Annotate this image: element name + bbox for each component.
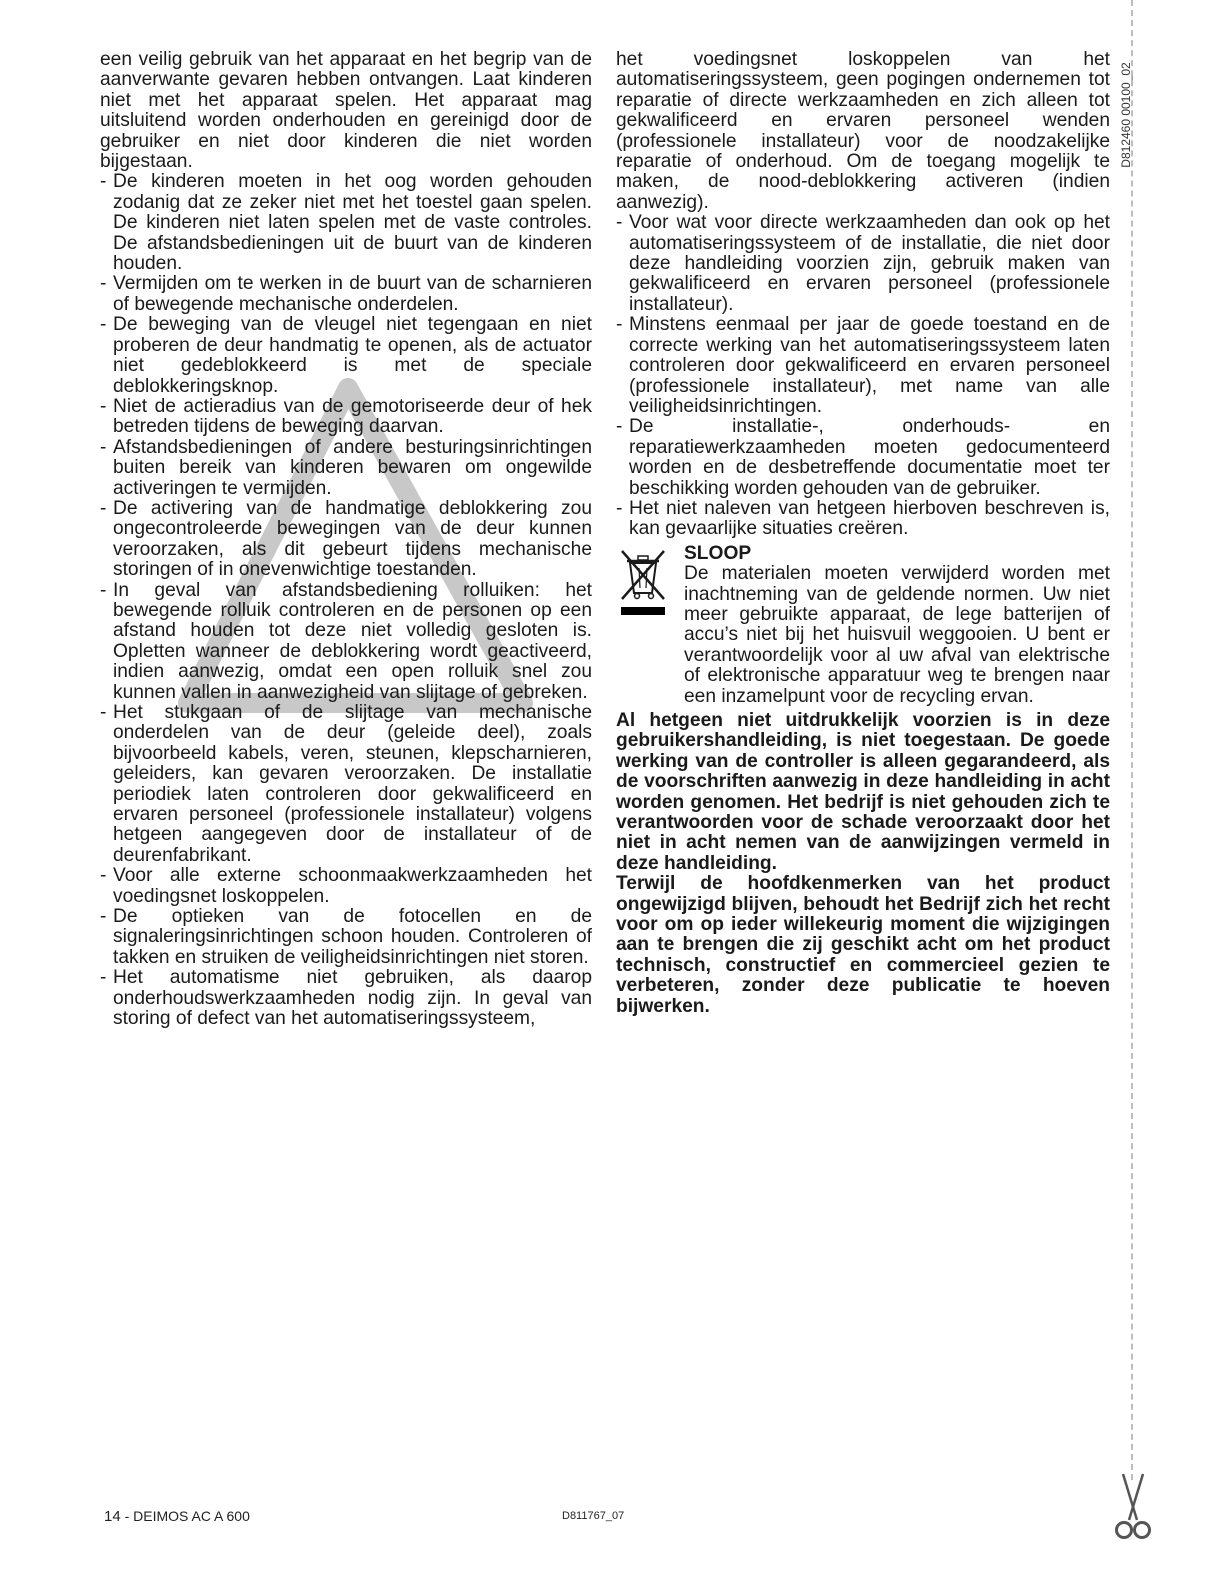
notice-permitted-use: Al hetgeen niet uitdrukkelijk voorzien is in deze gebruikershandleiding, is niet toegestaan. De goede werking van de controller is alleen gegarandeerd, als de voorschriften aanwezig in deze handleiding in acht worden genomen. Het bedrijf is niet gehouden zich te verantwoorden voor de schade veroorzaakt door het niet in acht nemen van de aanwijzingen vermeld in deze handleiding.	[616, 710, 1110, 874]
list-item: - De beweging van de vleugel niet tegengaan en niet proberen de deur handmatig te openen, als de actuator niet gedeblokkeerd is met de speciale deblokkeringsknop.	[100, 314, 592, 397]
disposal-text: De materialen moeten verwijderd worden met inachtneming van de geldende normen. Uw niet meer gebruikte apparaat, de lege batterijen of accu’s niet bij het huisvuil weggooien. U bent er verantwoordelijk voor al uw afval van elektrische of elektronische apparatuur weg te brengen naar een inzamelpunt voor de recycling ervan.	[684, 563, 1110, 707]
list-item: - Het stukgaan of de slijtage van mechanische onderdelen van de deur (geleide deel), zoals bijvoorbeeld kabels, veren, steunen, klepscharnieren, geleiders, kan gevaren veroorzaken. De installatie periodiek laten controleren door gekwalificeerd en ervaren personeel (professionele installateur) volgens hetgeen aangegeven door de installateur of de deurenfabrikant.	[100, 702, 592, 866]
list-item: - De installatie-, onderhouds- en reparatiewerkzaamheden moeten gedocumenteerd worden en de desbetreffende documentatie moet ter beschikking worden gehouden van de gebruiker.	[616, 416, 1110, 499]
list-item: - Het automatisme niet gebruiken, als daarop onderhoudswerkzaamheden nodig zijn. In geval van storing of defect van het automatiseringssysteem,	[100, 967, 592, 1030]
disposal-section	[616, 544, 1110, 707]
list-item: - Voor alle externe schoonmaakwerkzaamheden het voedingsnet loskoppelen.	[100, 865, 592, 907]
left-column	[100, 50, 592, 1030]
cut-line	[1131, 0, 1133, 1480]
list-item: - Afstandsbedieningen of andere besturingsinrichtingen buiten bereik van kinderen bewaren om ongewilde activeringen te vermijden.	[100, 436, 592, 499]
list-item: - De optieken van de fotocellen en de signaleringsinrichtingen schoon houden. Controleren of takken en struiken de veiligheidsinrichtingen niet storen.	[100, 906, 592, 968]
list-item: - Niet de actieradius van de gemotoriseerde deur of hek betreden tijdens de beweging daarvan.	[100, 395, 592, 438]
list-item: - Vermijden om te werken in de buurt van de scharnieren of bewegende mechanische onderdelen.	[100, 273, 592, 315]
scissors-icon	[1114, 1472, 1152, 1544]
disposal-title: SLOOP	[684, 542, 752, 564]
product-name: DEIMOS AC A 600	[133, 1508, 250, 1524]
crossed-out-wheelie-bin-icon	[618, 547, 668, 617]
right-intro: het voedingsnet loskoppelen van het automatiseringssysteem, geen pogingen ondernemen tot reparatie of directe werkzaamheden en zich alleen tot gekwalificeerd en ervaren personeel wenden (professionele installateur) voor de noodzakelijke reparatie of onderhoud. Om de toegang mogelijk te maken, de nood-deblokkering activeren (indien aanwezig).	[616, 49, 1110, 213]
list-item: - De kinderen moeten in het oog worden gehouden zodanig dat ze zeker niet met het toestel gaan spelen. De kinderen niet laten spelen met de vaste controles. De afstandsbedieningen uit de buurt van de kinderen houden.	[100, 171, 592, 275]
list-item: - In geval van afstandsbediening rolluiken: het bewegende rolluik controleren en de personen op een afstand houden tot deze niet volledig gesloten is. Opletten wanneer de deblokkering wordt geactiveerd, indien aanwezig, omdat een open rolluik snel zou kunnen vallen in aanwezigheid van slijtage of gebreken.	[100, 579, 592, 703]
left-intro: een veilig gebruik van het apparaat en het begrip van de aanverwante gevaren hebben ontvangen. Laat kinderen niet met het apparaat spelen. Het apparaat mag uitsluitend worden onderhouden en gereinigd door de gebruiker en niet door kinderen die niet worden bijgestaan.	[100, 49, 592, 173]
list-item: - De activering van de handmatige deblokkering zou ongecontroleerde bewegingen van de deur kunnen veroorzaken, als dit gebeurt tijdens mechanische storingen of in onevenwichtige toestanden.	[100, 497, 592, 581]
list-item: - Voor wat voor directe werkzaamheden dan ook op het automatiseringssysteem of de installatie, die niet door deze handleiding voorzien zijn, gebruik maken van gekwalificeerd en ervaren personeel (professionele installateur).	[616, 212, 1110, 315]
right-column	[616, 50, 1110, 1017]
list-item: - Minstens eenmaal per jaar de goede toestand en de correcte werking van het automatiseringssysteem laten controleren door gekwalificeerd en ervaren personeel (professionele installateur), met name van alle veiligheidsinrichtingen.	[616, 314, 1110, 417]
list-item: - Het niet naleven van hetgeen hierboven beschreven is, kan gevaarlijke situaties creëren.	[616, 497, 1110, 540]
side-document-code: D812460 00100_02	[1119, 62, 1133, 168]
footer-document-code: D811767_07	[562, 1510, 625, 1522]
page-footer	[104, 1508, 250, 1525]
notice-modifications: Terwijl de hoofdkenmerken van het product ongewijzigd blijven, behoudt het Bedrijf zich het recht voor om op ieder willekeurig moment die wijzigingen aan te brengen die zij geschikt acht om het product technisch, constructief en commercieel gezien te verbeteren, zonder deze publicatie te hoeven bijwerken.	[616, 873, 1110, 1017]
page-number: 14	[104, 1508, 121, 1525]
footer-separator: -	[124, 1508, 130, 1524]
